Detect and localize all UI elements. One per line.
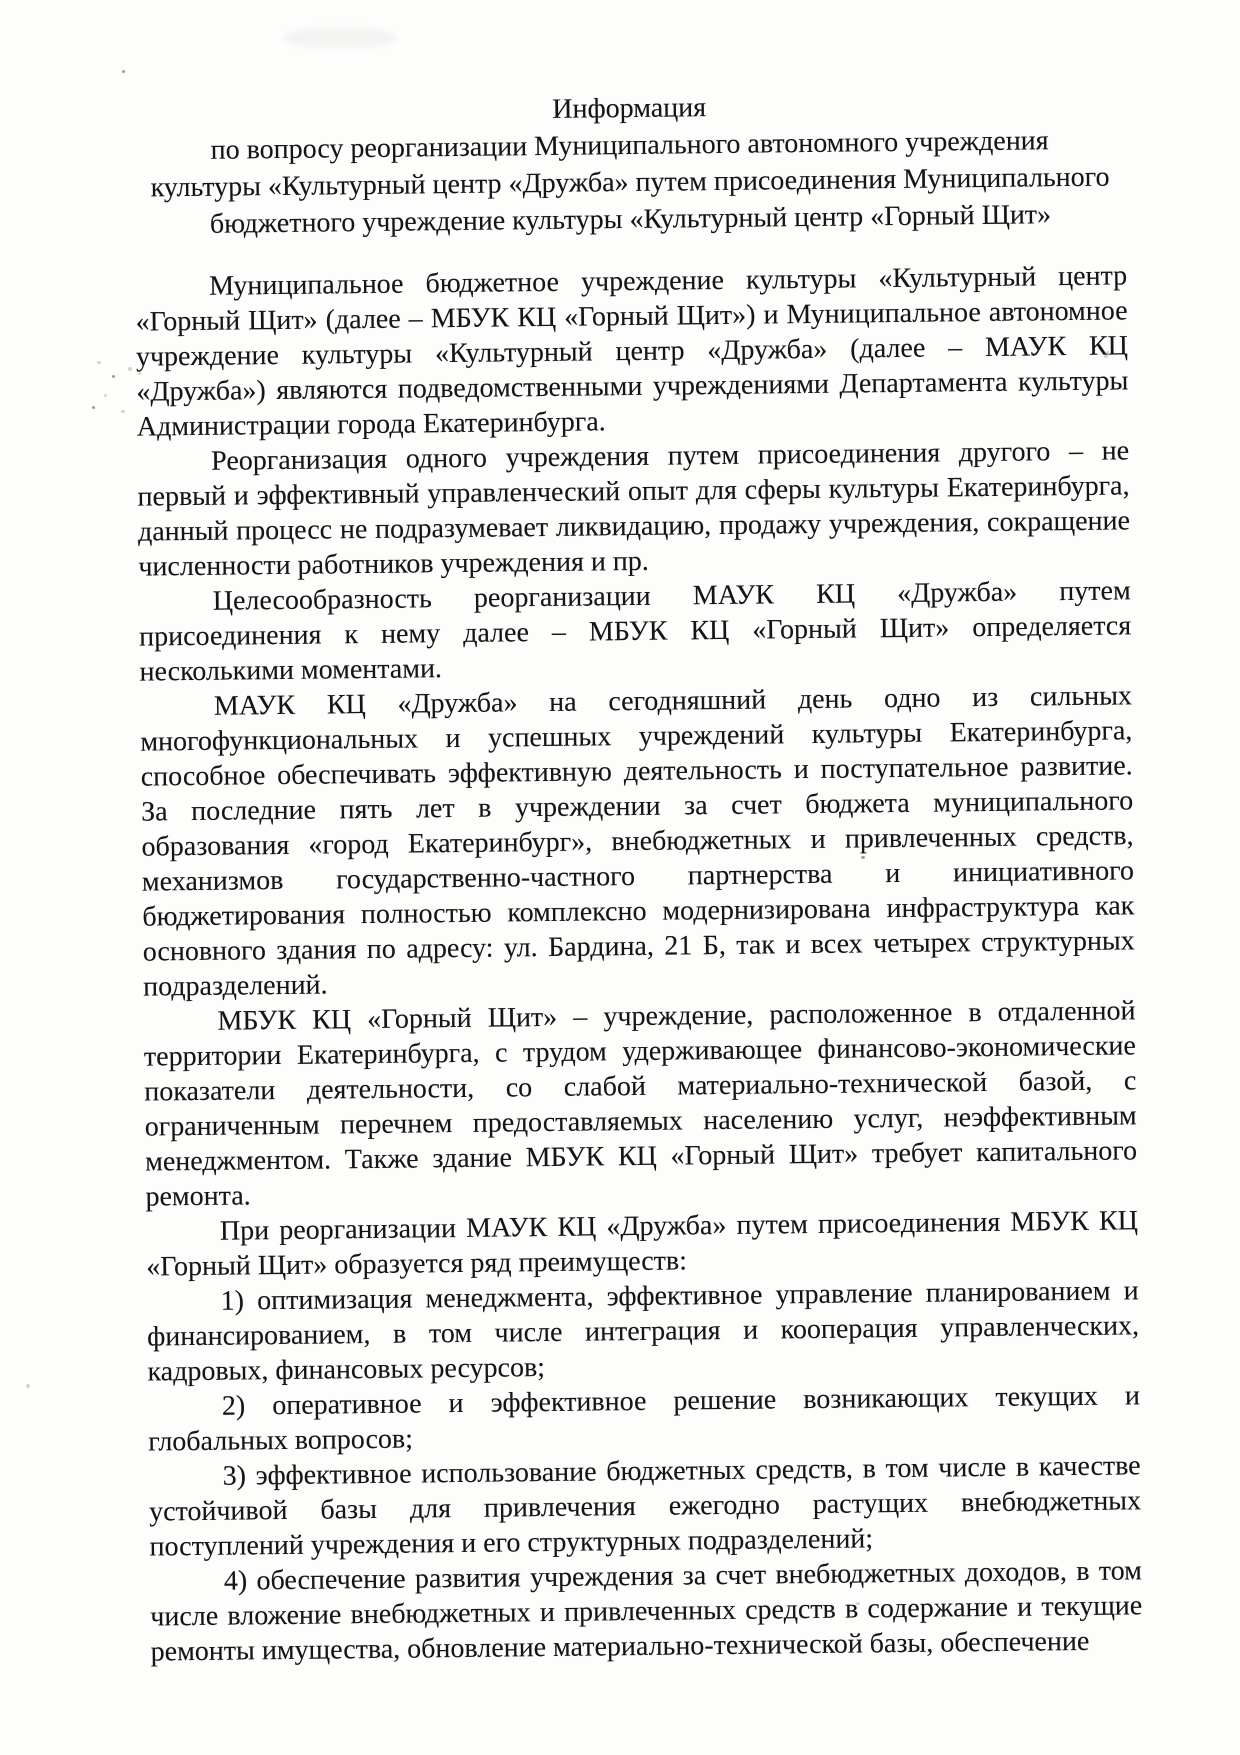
scan-speck [128, 367, 132, 371]
title-line: Информация [552, 92, 707, 125]
scan-speck [26, 1384, 30, 1388]
title-line: бюджетного учреждение культуры «Культурный центр «Горный Щит» [209, 199, 1052, 240]
scan-speck [97, 361, 101, 364]
paragraph-rationale: Целесообразность реорганизации МАУК КЦ «Дружба» путем присоединения к нему далее – МБУК КЦ «Горный Щит» определяется несколькими моментами. [138, 575, 1132, 688]
paragraph-druzhba-strengths: МАУК КЦ «Дружба» на сегодняшний день одно из сильных многофункциональных и успешных учреждений культуры Екатеринбурга, способное обеспечивать эффективную деятельность и поступательное развитие. За последние пять лет в учреждении за счет бюджета муниципального образования «город Екатеринбург», внебюджетных и привлеченных средств, механизмов государственно-частного партнерства и инициативного бюджетирования полностью комплексно модернизирована инфраструктура как основного здания по адресу: ул. Бардина, 21 Б, так и всех четырех структурных подразделений. [140, 680, 1135, 1003]
title-line: по вопросу реорганизации Муниципального автономного учреждения [210, 125, 1049, 166]
paragraph-advantage-2: 2) оперативное и эффективное решение возникающих текущих и глобальных вопросов; [148, 1380, 1141, 1458]
scan-speck [122, 70, 125, 73]
document-body [133, 84, 1143, 1669]
paragraph-advantage-4: 4) обеспечение развития учреждения за счет внебюджетных доходов, в том числе вложение внебюджетных и привлеченных средств в содержание и текущие ремонты имущества, обновление материально-технической базы, обеспечение [150, 1555, 1143, 1668]
scan-speck [92, 406, 95, 409]
paragraph-advantage-3: 3) эффективное использование бюджетных средств, в том числе в качестве устойчивой базы для привлечения ежегодно растущих внебюджетных поступлений учреждения и его структурных подразделений; [148, 1450, 1142, 1563]
scan-speck [112, 375, 115, 378]
scan-speck [104, 394, 107, 397]
paragraph-advantages-intro: При реорганизации МАУК КЦ «Дружба» путем присоединения МБУК КЦ «Горный Щит» образуется ряд преимуществ: [146, 1205, 1139, 1283]
document-title [133, 84, 1127, 243]
scan-speck [121, 410, 125, 413]
title-line: культуры «Культурный центр «Дружба» путем присоединения Муниципального [150, 161, 1110, 204]
paragraph-advantage-1: 1) оптимизация менеджмента, эффективное управление планированием и финансированием, в том числе интеграция и кооперация управленческих, кадровых, финансовых ресурсов; [146, 1275, 1140, 1388]
paragraph-reorganization-note: Реорганизация одного учреждения путем присоединения другого – не первый и эффективный управленческий опыт для сферы культуры Екатеринбурга, данный процесс не подразумевает ликвидацию, продажу учреждения, сокращение численности работников учреждения и пр. [137, 435, 1131, 583]
scan-smudge [285, 28, 395, 48]
paragraph-intro: Муниципальное бюджетное учреждение культуры «Культурный центр «Горный Щит» (далее – МБУК КЦ «Горный Щит») и Муниципальное автономное учреждение культуры «Культурный центр «Дружба» (далее – МАУК КЦ «Дружба») являются подведомственными учреждениями Департамента культуры Администрации города Екатеринбурга. [135, 260, 1129, 443]
paragraph-gorny-shchit-issues: МБУК КЦ «Горный Щит» – учреждение, расположенное в отдаленной территории Екатеринбурга, с трудом удерживающее финансово-экономические показатели деятельности, со слабой материально-технической базой, с ограниченным перечнем предоставляемых населению услуг, неэффективным менеджментом. Также здание МБУК КЦ «Горный Щит» требует капитального ремонта. [143, 995, 1138, 1213]
